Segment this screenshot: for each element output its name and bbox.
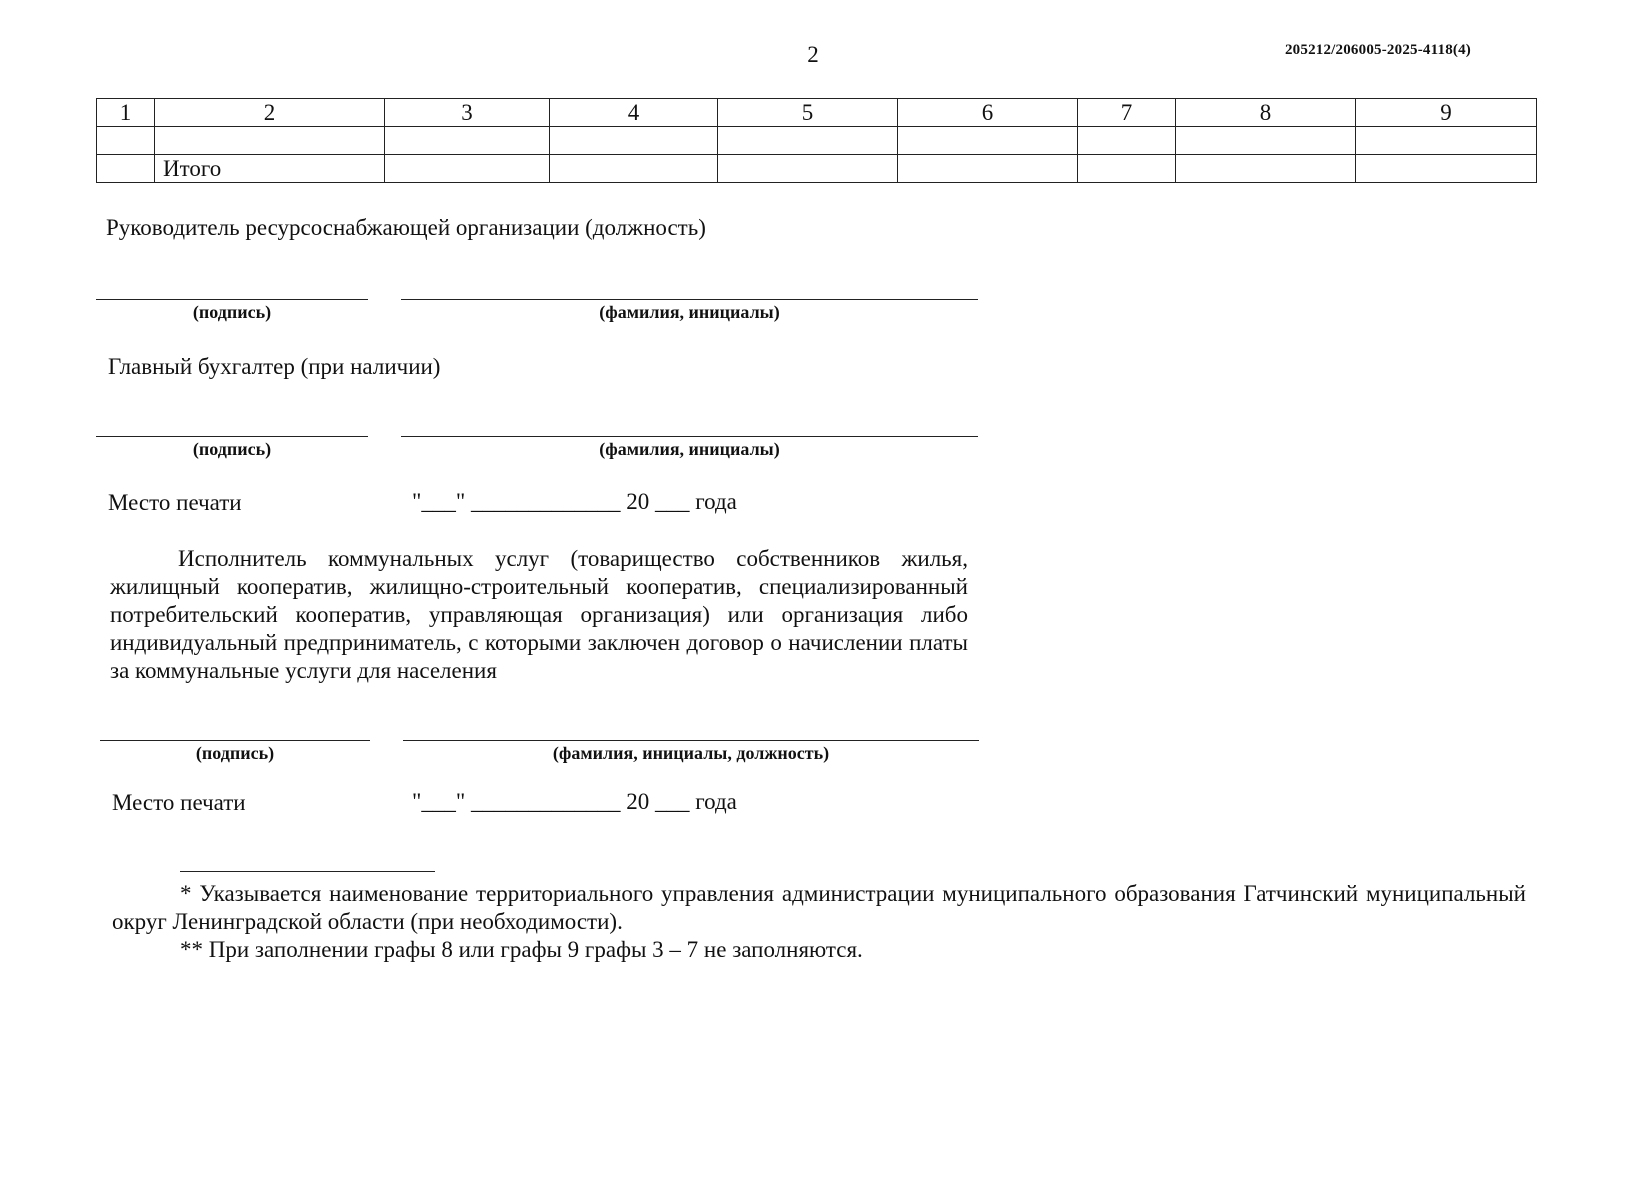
column-header: 3	[385, 99, 550, 127]
accountant-name-caption: (фамилия, инициалы)	[599, 439, 780, 459]
executor-signature-line	[100, 740, 370, 741]
executor-name-caption: (фамилия, инициалы, должность)	[552, 743, 830, 763]
table-header-row	[97, 99, 1537, 127]
accountant-name-line	[401, 436, 978, 437]
column-header: 7	[1078, 99, 1176, 127]
table-cell	[1176, 127, 1356, 155]
table-cell	[1356, 127, 1537, 155]
footnote-2: ** При заполнении графы 8 или графы 9 графы 3 – 7 не заполняются.	[180, 937, 863, 962]
accountant-title: Главный бухгалтер (при наличии)	[108, 354, 441, 379]
head-name-caption: (фамилия, инициалы)	[599, 302, 780, 322]
footnote-1: * Указывается наименование территориального управления администрации муниципального образования Гатчинский муниципальный округ Ленинградской области (при необходимости).	[112, 881, 1526, 934]
stamp-date: "___" _____________ 20 ___ года	[412, 489, 737, 514]
column-header: 2	[155, 99, 385, 127]
column-header: 9	[1356, 99, 1537, 127]
table-cell	[898, 155, 1078, 183]
accountant-signature-line	[96, 436, 368, 437]
table-cell	[155, 127, 385, 155]
table-cell	[385, 155, 550, 183]
column-header: 4	[550, 99, 718, 127]
stamp-place-label: Место печати	[108, 490, 242, 515]
table-cell	[898, 127, 1078, 155]
head-signature-line	[96, 299, 368, 300]
table-cell	[718, 127, 898, 155]
table-cell	[385, 127, 550, 155]
table-cell	[97, 155, 155, 183]
column-header: 1	[97, 99, 155, 127]
accountant-signature-caption: (подпись)	[192, 439, 272, 459]
executor-signature-caption: (подпись)	[195, 743, 275, 763]
table-row-total	[97, 155, 1537, 183]
column-header: 8	[1176, 99, 1356, 127]
stamp-date: "___" _____________ 20 ___ года	[412, 789, 737, 814]
stamp-place-label: Место печати	[112, 790, 246, 815]
executor-name-line	[403, 740, 979, 741]
table-cell	[1356, 155, 1537, 183]
column-header: 6	[898, 99, 1078, 127]
table-cell	[550, 155, 718, 183]
table-cell	[1078, 127, 1176, 155]
table-cell	[97, 127, 155, 155]
table-cell	[550, 127, 718, 155]
table-cell	[1078, 155, 1176, 183]
head-signature-caption: (подпись)	[192, 302, 272, 322]
table-row	[97, 127, 1537, 155]
footnote-separator	[180, 871, 435, 872]
executor-paragraph: Исполнитель коммунальных услуг (товарищество собственников жилья, жилищный кооператив, жилищно-строительный кооператив, специализированный потребительский кооператив, управляющая организация) или организация либо индивидуальный предприниматель, с которыми заключен договор о начислении платы за коммунальные услуги для населения	[110, 546, 968, 683]
head-title: Руководитель ресурсоснабжающей организации (должность)	[106, 215, 706, 240]
column-header: 5	[718, 99, 898, 127]
summary-table	[96, 98, 1537, 183]
page-number: 2	[807, 42, 819, 67]
table-cell	[718, 155, 898, 183]
document-id: 205212/206005-2025-4118(4)	[1284, 42, 1471, 58]
table-cell-total-label: Итого	[155, 155, 385, 183]
head-name-line	[401, 299, 978, 300]
table-cell	[1176, 155, 1356, 183]
